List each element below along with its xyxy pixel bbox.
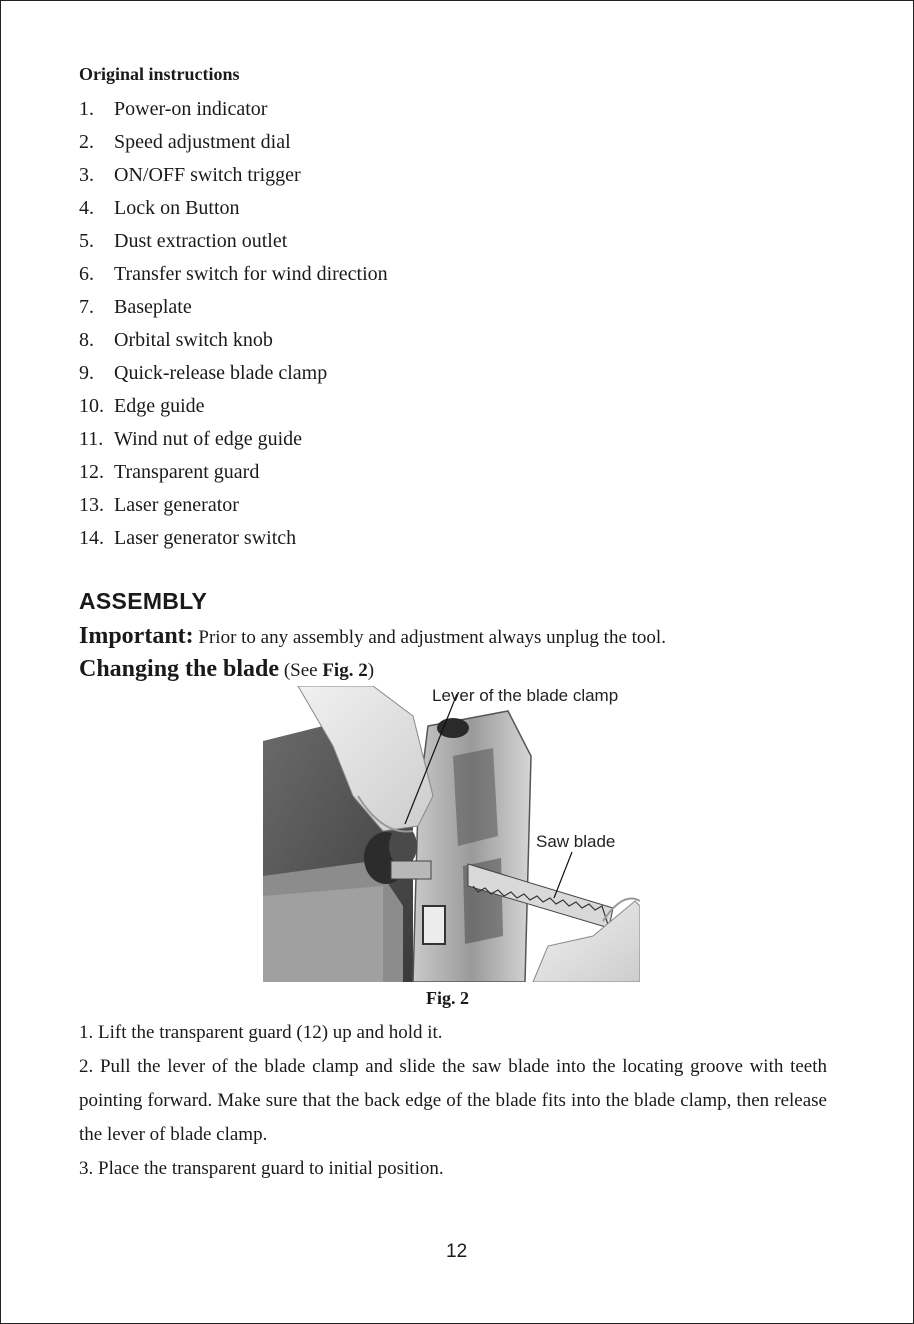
- item-label: Lock on Button: [114, 197, 240, 219]
- list-item: [79, 456, 388, 489]
- item-number: 11.: [79, 428, 104, 450]
- item-number: 6.: [79, 263, 94, 285]
- item-label: Speed adjustment dial: [114, 131, 291, 153]
- list-item: [79, 192, 388, 225]
- callout-lever-label: Lever of the blade clamp: [432, 686, 619, 705]
- list-item: [79, 225, 388, 258]
- item-number: 14.: [79, 527, 104, 549]
- list-item: [79, 357, 388, 390]
- item-number: 9.: [79, 362, 94, 384]
- item-number: 4.: [79, 197, 94, 219]
- list-item: [79, 93, 388, 126]
- step-2: 2. Pull the lever of the blade clamp and slide the saw blade into the locating groove with teeth pointing forward. Make sure that the back edge of the blade fits into the blade clamp, then release the lever of blade clamp.: [79, 1056, 827, 1145]
- callout-saw-blade-label: Saw blade: [536, 832, 616, 851]
- page-number: 12: [446, 1241, 468, 1262]
- item-number: 3.: [79, 164, 94, 186]
- item-number: 2.: [79, 131, 94, 153]
- item-label: Laser generator: [114, 494, 239, 516]
- item-number: 13.: [79, 494, 104, 516]
- changing-blade-label: Changing the blade: [79, 656, 280, 682]
- item-label: Power-on indicator: [114, 98, 268, 120]
- item-label: Orbital switch knob: [114, 329, 273, 351]
- section-title: Original instructions: [79, 64, 240, 84]
- fig-reference: Fig. 2: [322, 660, 368, 681]
- list-item: [79, 522, 388, 555]
- item-number: 1.: [79, 98, 94, 120]
- item-number: 12.: [79, 461, 104, 483]
- instruction-steps: [79, 1016, 827, 1186]
- figure-caption: Fig. 2: [426, 988, 469, 1008]
- list-item: [79, 159, 388, 192]
- item-label: Quick-release blade clamp: [114, 362, 328, 384]
- important-label: Important:: [79, 623, 194, 649]
- list-item: [79, 423, 388, 456]
- item-label: Edge guide: [114, 395, 205, 417]
- list-item: [79, 489, 388, 522]
- see-open: (See: [279, 660, 323, 681]
- item-label: ON/OFF switch trigger: [114, 164, 301, 186]
- list-item: [79, 126, 388, 159]
- list-item: [79, 291, 388, 324]
- list-item: [79, 324, 388, 357]
- item-label: Wind nut of edge guide: [114, 428, 303, 450]
- item-number: 10.: [79, 395, 104, 417]
- see-close: ): [367, 660, 375, 681]
- changing-blade-heading: [79, 656, 374, 683]
- parts-list: [79, 93, 388, 555]
- list-item: [79, 390, 388, 423]
- step-3: 3. Place the transparent guard to initial position.: [79, 1158, 444, 1179]
- important-text: Prior to any assembly and adjustment always unplug the tool.: [193, 627, 666, 648]
- assembly-heading: ASSEMBLY: [79, 588, 208, 614]
- item-label: Dust extraction outlet: [114, 230, 288, 252]
- item-label: Transparent guard: [114, 461, 260, 483]
- list-item: [79, 258, 388, 291]
- item-number: 8.: [79, 329, 94, 351]
- important-note: [79, 623, 666, 650]
- item-label: Baseplate: [114, 296, 192, 318]
- step-1: 1. Lift the transparent guard (12) up and hold it.: [79, 1022, 443, 1043]
- item-number: 7.: [79, 296, 94, 318]
- item-number: 5.: [79, 230, 94, 252]
- item-label: Transfer switch for wind direction: [114, 263, 388, 285]
- item-label: Laser generator switch: [114, 527, 297, 549]
